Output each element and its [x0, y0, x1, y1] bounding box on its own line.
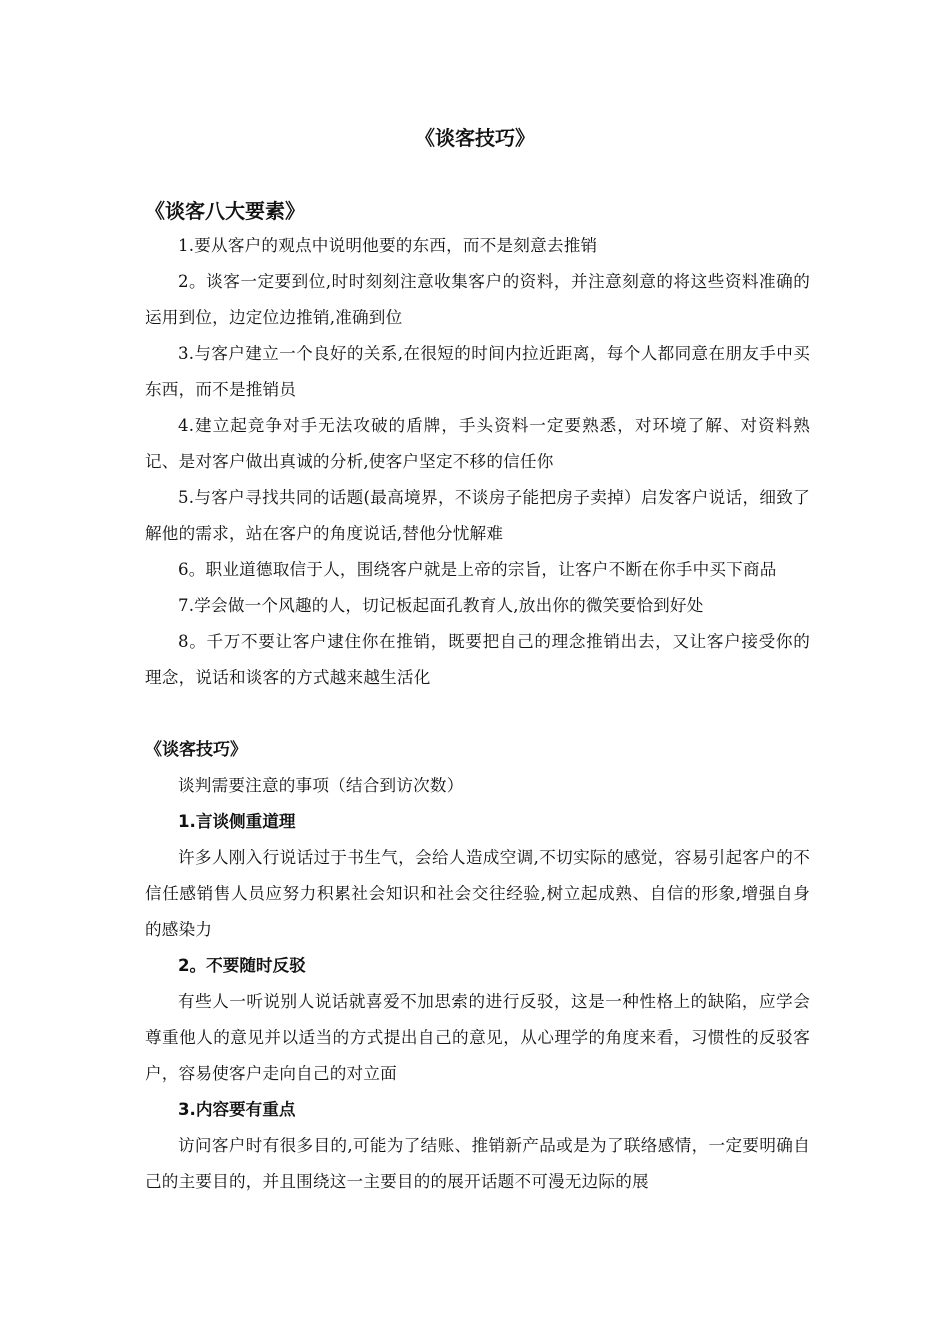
point-body: 有些人一听说别人说话就喜爱不加思索的进行反驳，这是一种性格上的缺陷，应学会尊重他人的意见并以适当的方式提出自己的意见，从心理学的角度来看，习惯性的反驳客户，容易使客户走向自己的对立面: [145, 992, 810, 1083]
list-item: 8。千万不要让客户逮住你在推销，既要把自己的理念推销出去，又让客户接受你的理念，说话和谈客的方式越来越生活化: [145, 632, 810, 687]
point-title: 2。不要随时反驳: [178, 956, 306, 975]
list-item: 5.与客户寻找共同的话题(最高境界，不谈房子能把房子卖掉）启发客户说话，细致了解他的需求，站在客户的角度说话,替他分忧解难: [145, 488, 810, 543]
list-item: 7.学会做一个风趣的人，切记板起面孔教育人,放出你的微笑要恰到好处: [178, 596, 704, 615]
point-title: 1.言谈侧重道理: [178, 812, 296, 831]
point-body: 访问客户时有很多目的,可能为了结账、推销新产品或是为了联络感情，一定要明确自己的主要目的，并且围绕这一主要目的的展开话题不可漫无边际的展: [145, 1136, 810, 1191]
list-item: 4.建立起竞争对手无法攻破的盾牌，手头资料一定要熟悉，对环境了解、对资料熟记、是对客户做出真诚的分析,使客户坚定不移的信任你: [145, 416, 810, 471]
section-intro: 谈判需要注意的事项（结合到访次数）: [178, 776, 464, 795]
document-body: [145, 194, 810, 1200]
list-item: 2。谈客一定要到位,时时刻刻注意收集客户的资料，并注意刻意的将这些资料准确的运用到位，边定位边推销,准确到位: [145, 272, 810, 327]
list-item: 1.要从客户的观点中说明他要的东西，而不是刻意去推销: [178, 236, 598, 255]
point-body: 许多人刚入行说话过于书生气，会给人造成空调,不切实际的感觉，容易引起客户的不信任感销售人员应努力积累社会知识和社会交往经验,树立起成熟、自信的形象,增强自身的感染力: [145, 848, 810, 939]
spacer: [145, 696, 810, 732]
point-title: 3.内容要有重点: [178, 1100, 296, 1119]
section-heading-eight-elements: 《谈客八大要素》: [145, 199, 305, 223]
list-item: 3.与客户建立一个良好的关系,在很短的时间内拉近距离，每个人都同意在朋友手中买东西，而不是推销员: [145, 344, 810, 399]
document-title: 《谈客技巧》: [415, 126, 535, 150]
section-heading-techniques: 《谈客技巧》: [145, 740, 247, 760]
list-item: 6。职业道德取信于人，围绕客户就是上帝的宗旨，让客户不断在你手中买下商品: [178, 560, 777, 579]
